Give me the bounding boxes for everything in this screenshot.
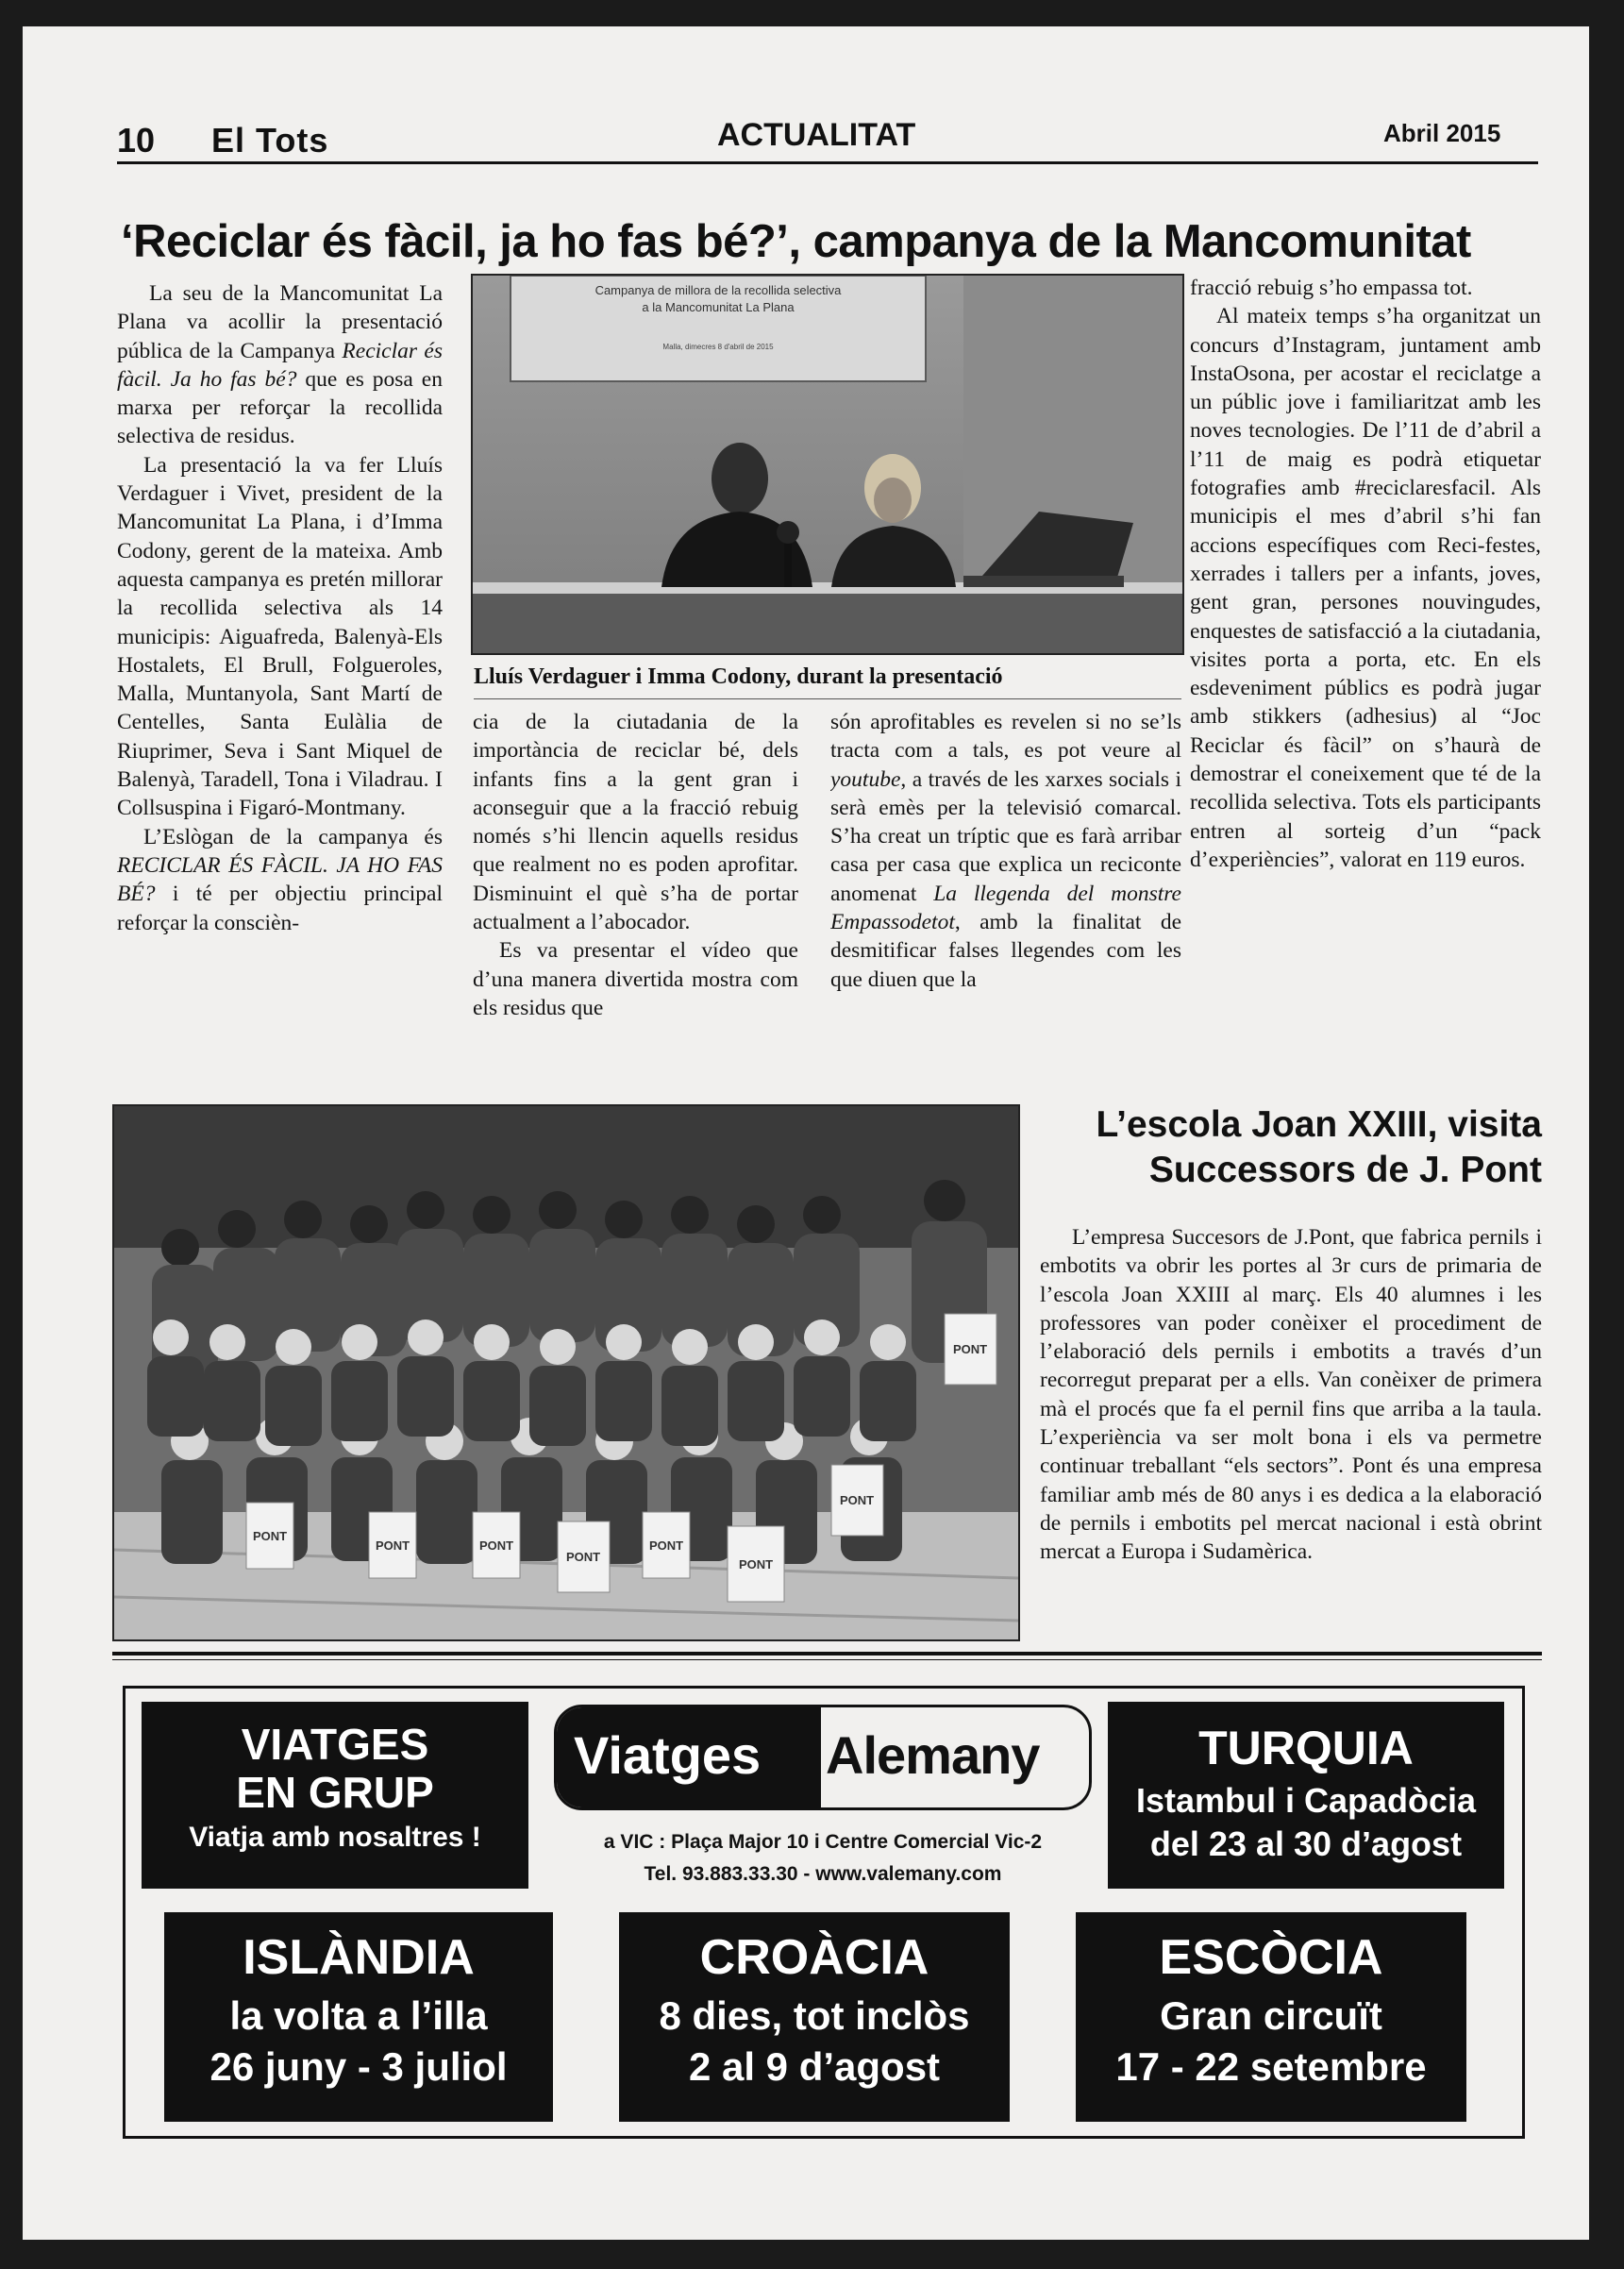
publication-name: El Tots	[211, 121, 329, 160]
article-column-1: La seu de la Mancomunitat La Plana va acollir la presentació pública de la Campanya Reciclar és fàcil. Ja ho fas bé? que es posa en marxa per reforçar la recollida selectiva de residus. La presentació la va fer Lluís Verdaguer i Vivet, president de la Mancomunitat La Plana, i d’Imma Codony, gerent de la mateixa. Amb aquesta campanya es pretén millorar la recollida selectiva als 14 municipis: Aiguafreda, Balenyà-Els Hostalets, El Brull, Folgueroles, Malla, Muntanyola, Sant Martí de Centelles, Santa Eulàlia de Riuprimer, Seva i Sant Miquel de Balenyà, Taradell, Tona i Viladrau. I Collsuspina i Figaró-Montmany. L’Eslògan de la campanya és RECICLAR ÉS FÀCIL. JA HO FAS BÉ? i té per objectiu principal reforçar la conscièn-	[117, 281, 443, 935]
page-number: 10	[117, 121, 156, 160]
bag-label: PONT	[952, 1342, 988, 1356]
bag-label: PONT	[565, 1550, 601, 1564]
ad-box-group-travel: VIATGES EN GRUP Viatja amb nosaltres !	[142, 1702, 528, 1889]
logo-word-viatges: Viatges	[574, 1725, 762, 1785]
slide-line-3: Malla, dimecres 8 d'abril de 2015	[662, 343, 774, 351]
article2-headline: L’escola Joan XXIII, visita Successors de J. Pont	[1096, 1104, 1542, 1190]
newspaper-page	[23, 26, 1589, 2240]
ad-logo	[554, 1705, 1092, 1810]
ad-separator-rule-thin	[112, 1659, 1542, 1660]
article-headline: ‘Reciclar és fàcil, ja ho fas bé?’, campanya de la Mancomunitat	[121, 216, 1471, 267]
slide-line-2: a la Mancomunitat La Plana	[642, 300, 795, 314]
ad-box-croatia: CROÀCIA 8 dies, tot inclòs 2 al 9 d’agost	[619, 1912, 1010, 2122]
ad-box-iceland: ISLÀNDIA la volta a l’illa 26 juny - 3 juliol	[164, 1912, 553, 2122]
ad-contact: Tel. 93.883.33.30 - www.valemany.com	[644, 1863, 1002, 1885]
press-conference-photo	[471, 274, 1184, 655]
slide-line-1: Campanya de millora de la recollida selectiva	[594, 283, 842, 297]
photo-caption: Lluís Verdaguer i Imma Codony, durant la presentació	[474, 664, 1003, 689]
bag-label: PONT	[648, 1538, 684, 1553]
bag-label: PONT	[478, 1538, 514, 1553]
ad-address: a VIC : Plaça Major 10 i Centre Comercial Vic-2	[603, 1831, 1043, 1853]
school-group-photo	[112, 1104, 1020, 1641]
article-column-3: són aprofitables es revelen si no se’ls tracta com a tals, es pot veure al youtube, a través de les xarxes socials i serà emès per la televisió comarcal. S’ha creat un tríptic que es farà arribar casa per casa que explica un reciconte anomenat La llegenda del monstre Empassodetot, amb la finalitat de desmitificar falses llegendes com les que diuen que la	[830, 710, 1181, 992]
bag-label: PONT	[375, 1538, 410, 1553]
bag-label: PONT	[839, 1493, 875, 1507]
section-title: ACTUALITAT	[717, 117, 916, 153]
ad-box-turkey: TURQUIA Istambul i Capadòcia del 23 al 30 d’agost	[1108, 1702, 1504, 1889]
header-rule	[117, 161, 1538, 164]
caption-rule	[474, 698, 1181, 699]
article-column-2: cia de la ciutadania de la importància de reciclar bé, dels infants fins a la gent gran i aconseguir que a la fracció rebuig només s’hi llencin aquells residus que realment no es poden aprofitar. Disminuint el què s’ha de portar actualment a l’abocador. Es va presentar el vídeo que d’una manera divertida mostra com els residus que	[473, 710, 798, 1020]
ad-box-scotland: ESCÒCIA Gran circuït 17 - 22 setembre	[1076, 1912, 1466, 2122]
bag-label: PONT	[252, 1529, 288, 1543]
bag-label: PONT	[738, 1557, 774, 1571]
ad-separator-rule	[112, 1652, 1542, 1656]
article-column-4: fracció rebuig s’ho empassa tot. Al mateix temps s’ha organitzat un concurs d’Instagram, juntament amb InstaOsona, per acostar el reciclatge a un públic jove i familiaritzat amb les noves tecnologies. De l’11 de d’abril a l’11 de maig es podrà etiquetar fotografies amb #reciclaresfacil. Als municipis el mes d’abril s’hi fan accions específiques com Reci-festes, xerrades i tallers per a infants, joves, gent gran, persones nouvingudes, enquestes de satisfacció a la ciutadania, visites porta a porta, etc. En els esdeveniment públics es podrà jugar amb stikkers (adhesius) al “Joc Reciclar és fàcil” on s’haurà de demostrar el coneixement que té de la recollida selectiva. Tots els participants entren al sorteig d’un “pack d’experiències”, valorat en 119 euros.	[1190, 276, 1541, 872]
logo-word-alemany: Alemany	[826, 1725, 1040, 1785]
article2-body: L’empresa Succesors de J.Pont, que fabrica pernils i embotits va obrir les portes al 3r curs de primaria de l’escola Joan XXIII al març. Els 40 alumnes i les professores van poder conèixer el procediment de l’elaboració dels pernils i embotits a través d’un recorregut preparat per a ells. Van conèixer de primera mà el procés que fa el pernil fins que arriba a la taula. L’experiència va ser molt bona i els va permetre continuar treballant “els sectors”. Pont és una empresa familiar amb més de 80 anys i es dedica a la elaboració de pernils i embotits pel mercat nacional i està obrint mercat a Europa i Sudamèrica.	[1040, 1225, 1542, 1565]
issue-date: Abril 2015	[1383, 119, 1501, 147]
